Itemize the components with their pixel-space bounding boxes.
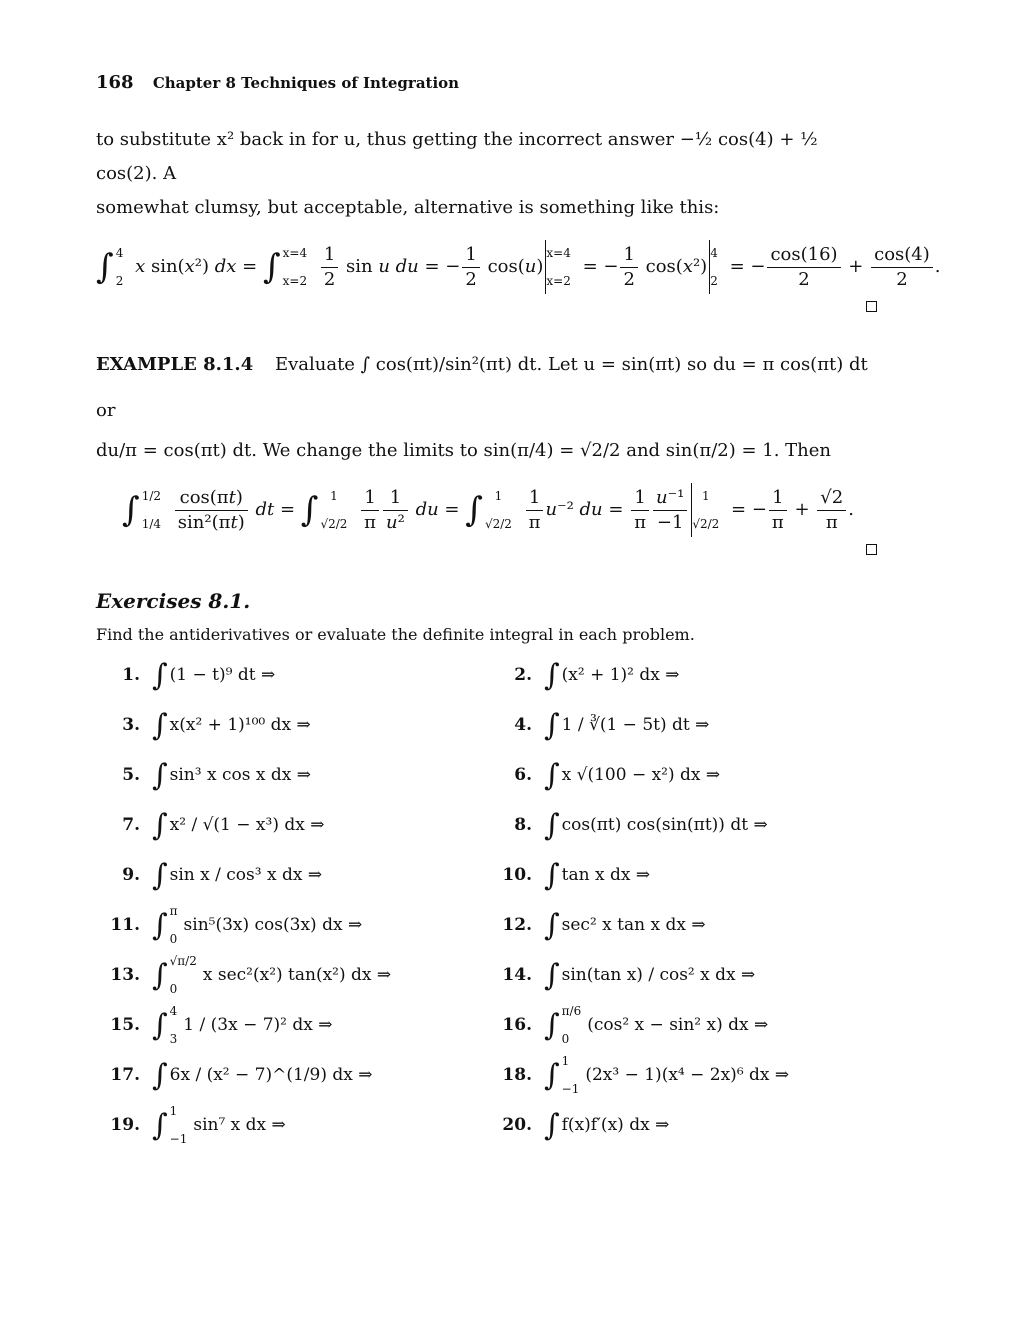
integral-limits: 1 √2/2 [484, 489, 512, 531]
integral-sign: ∫ [262, 247, 281, 287]
exercises-instructions: Find the antiderivatives or evaluate the definite integral in each problem. [96, 625, 695, 644]
exercise-item: 7. ∫ x² / √(1 − x³) dx ⇒ [122, 807, 325, 843]
exercise-item: 8. ∫ cos(πt) cos(sin(πt)) dt ⇒ [514, 807, 768, 843]
exercise-item: 10. ∫ tan x dx ⇒ [502, 857, 651, 893]
exercise-item: 5. ∫ sin³ x cos x dx ⇒ [122, 757, 311, 793]
exercise-item: 19. ∫ 1 −1 sin⁷ x dx ⇒ [110, 1104, 286, 1146]
exercise-item: 11. ∫ π 0 sin⁵(3x) cos(3x) dx ⇒ [110, 904, 363, 946]
exercises-title: Exercises 8.1. [96, 589, 251, 613]
integral-limits: x=4 x=2 [282, 246, 308, 288]
exercise-item: 2. ∫ (x² + 1)² dx ⇒ [514, 657, 680, 693]
exercise-item: 3. ∫ x(x² + 1)¹⁰⁰ dx ⇒ [122, 707, 311, 743]
exercise-item: 9. ∫ sin x / cos³ x dx ⇒ [122, 857, 323, 893]
integral-sign: ∫ [300, 490, 319, 530]
page [96, 72, 941, 1150]
exercise-item: 17. ∫ 6x / (x² − 7)^(1/9) dx ⇒ [110, 1057, 373, 1093]
integral-sign: ∫ [96, 247, 114, 287]
exercise-item: 13. ∫ √π/2 0 x sec²(x²) tan(x²) dx ⇒ [110, 954, 392, 996]
intro-line-1: to substitute x² back in for u, thus getting the incorrect answer −½ cos(4) + ½ cos(2). A [96, 129, 818, 184]
evaluation-limits: 1 √2/2 [692, 489, 720, 531]
integral-limits: 1/2 1/4 [141, 489, 162, 531]
exercise-item: 6. ∫ x √(100 − x²) dx ⇒ [514, 757, 721, 793]
example-8-1-4 [96, 342, 880, 468]
intro-line-2: somewhat clumsy, but acceptable, alternative is something like this: [96, 197, 720, 218]
example-text-2: du/π = cos(πt) dt. We change the limits to sin(π/4) = √2/2 and sin(π/2) = 1. Then [96, 440, 832, 461]
evaluation-limits: 4 2 [710, 246, 718, 288]
exercise-item: 16. ∫ π/6 0 (cos² x − sin² x) dx ⇒ [502, 1004, 769, 1046]
page-number: 168 [96, 72, 134, 93]
qed-box [866, 544, 877, 555]
example-label: EXAMPLE 8.1.4 [96, 354, 254, 375]
qed-box [866, 301, 877, 312]
exercise-item: 14. ∫ sin(tan x) / cos² x dx ⇒ [502, 957, 756, 993]
evaluation-limits: x=4 x=2 [546, 246, 571, 288]
exercise-item: 12. ∫ sec² x tan x dx ⇒ [502, 907, 706, 943]
display-equation-2: ∫ 1/2 1/4 $\frac{\cos(\pi t)}{\text{sin²(πt)}}$ dt = ∫ 1 √2/2 $\frac{1}{\pi}$ $\frac{1}{\text{u²}}$ du = ∫ 1 √2/2 $\frac{1}{\pi}$ u⁻² du = $\frac{1}{\pi}$ $\frac{\text{u⁻¹}}{-1}$ 1 √2/2 = − $\frac{1}{\pi}$ + $\frac{√2}{\pi}$ . [96, 482, 880, 538]
running-head [96, 72, 880, 93]
example-text-1: Evaluate ∫ cos(πt)/sin²(πt) dt. Let u = sin(πt) so du = π cos(πt) dt or [96, 354, 868, 421]
integral-sign: ∫ [465, 490, 483, 530]
integral-limits: 1 √2/2 [320, 489, 348, 531]
intro-paragraph [96, 123, 880, 225]
exercise-item: 20. ∫ f(x)f′(x) dx ⇒ [502, 1107, 670, 1143]
exercise-item: 4. ∫ 1 / ∛(1 − 5t) dt ⇒ [514, 707, 710, 743]
chapter-title: Chapter 8 Techniques of Integration [152, 74, 460, 92]
exercise-item: 18. ∫ 1 −1 (2x³ − 1)(x⁴ − 2x)⁶ dx ⇒ [502, 1054, 790, 1096]
exercise-list [96, 650, 880, 1150]
exercise-item: 1. ∫ (1 − t)⁹ dt ⇒ [122, 657, 276, 693]
integral-sign: ∫ [122, 490, 140, 530]
integral-limits: 4 2 [115, 246, 124, 288]
display-equation-1: ∫ 4 2 x sin(x²) dx = ∫ x=4 x=2 $\frac{1}{2}$ sin u du = − $\frac{1}{2}$ cos(u) x=4 x=2 = − $\frac{1}{2}$ cos(x²) 4 2 = − $\frac{\cos(16)}{2}$ + $\frac{\cos(4)}{2}$ . [96, 239, 880, 295]
exercise-item: 15. ∫ 4 3 1 / (3x − 7)² dx ⇒ [110, 1004, 333, 1046]
